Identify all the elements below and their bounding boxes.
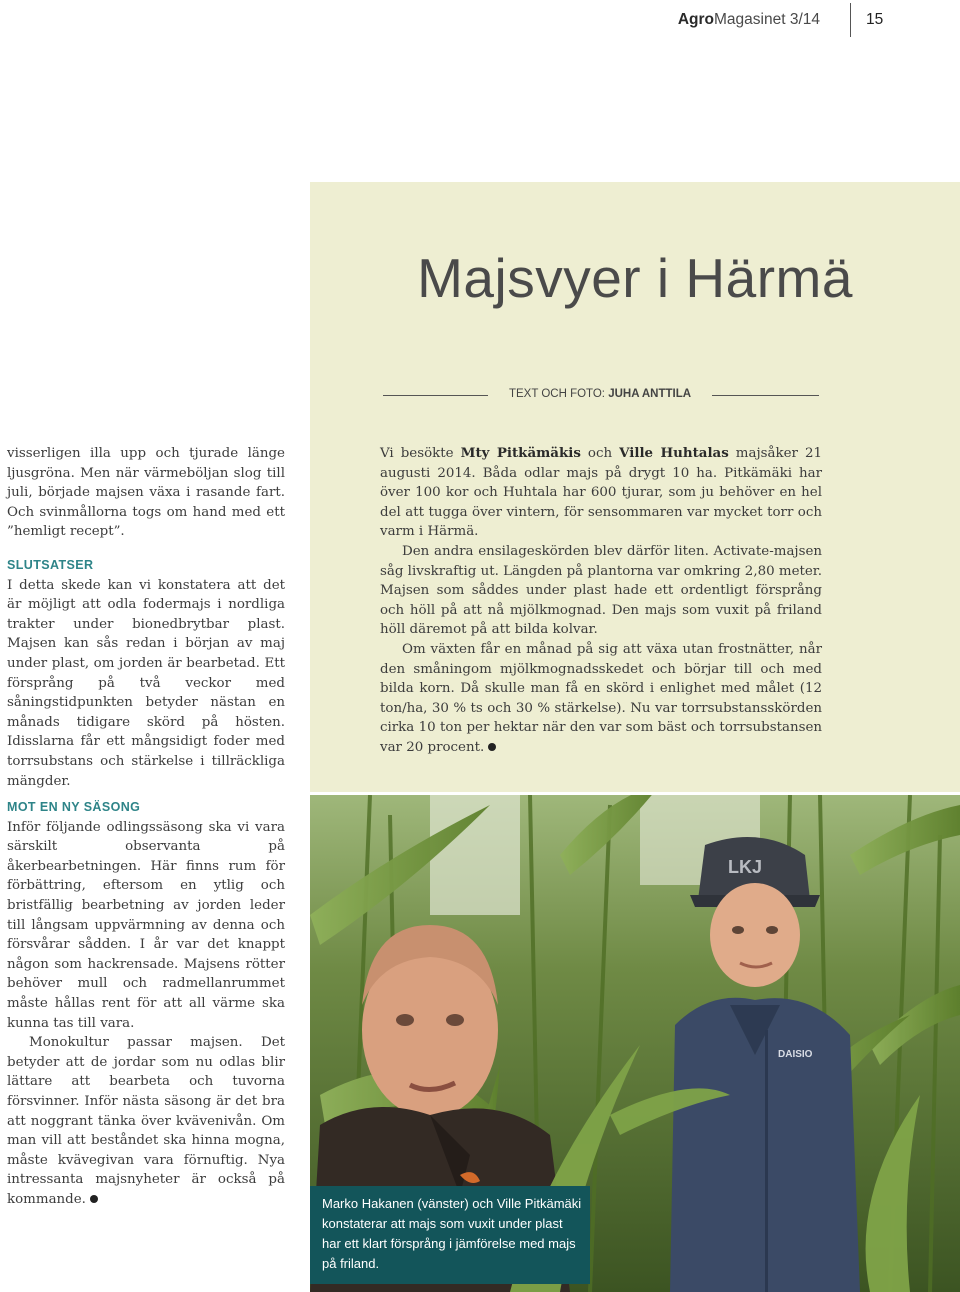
jacket-logo-text: DAISIO [778, 1049, 813, 1060]
end-mark-icon [90, 1195, 98, 1203]
article-title: Majsvyer i Härmä [417, 247, 853, 309]
byline-label: TEXT OCH FOTO: [508, 388, 609, 400]
byline-author: JUHA ANTTILA [608, 388, 692, 400]
lead-name-2: Ville Huhtalas [619, 445, 729, 461]
photo-caption: Marko Hakanen (vänster) och Ville Pitkämäki konstaterar att majs som vuxit under plast har ett klart försprång i jämförelse med majs på friland. [322, 1196, 582, 1271]
magazine-name-bold: Agro [677, 11, 714, 28]
byline-rule-left [383, 395, 488, 396]
paragraph-slutsatser: I detta skede kan vi konstatera att det är möjligt att odla fodermajs i nordliga trakter under bionedbrytbar plast. Majsen kan sås redan i början av maj under plast, om jorden är bearbetad. Ett försprång på två veckor med såningstidpunkten betyder nästan en månads tidigare skörd på hösten. Idisslarna får ett mångsidigt foder med torrsubstans och stärkelse i tillräckliga mängder. [7, 577, 285, 789]
paragraph-frost-text: Om växten får en månad på sig att växa utan frostnätter, når den småningom mjölkmognadsskedet och börjar till och med bilda korn. Då skulle man få en skörd i enlighet med målet (12 ton/ha, 30 % ts och 30 % stärkelse). Nu var torrsubstansskörden cirka 10 ton per hektar när den var som bäst och torrsubstansen var 20 procent. [380, 641, 822, 755]
paragraph-ensilage: Den andra ensilageskörden blev därför liten. Activate-majsen såg livskraftig ut. Längden på plantorna var omkring 2,80 meter. Majsen som såddes under plast hade ett ordentligt försprång och höll på att nå mjölkmognad. Den majs som vuxit på friland höll däremot på att bilda kolvar. [380, 543, 822, 638]
section-heading-slutsatser: SLUTSATSER [7, 557, 94, 572]
paragraph-frost [380, 640, 822, 758]
lead-name-1: Mty Pitkämäkis [460, 445, 581, 461]
column-left-lower [7, 798, 285, 1209]
cap-text: LKJ [728, 857, 763, 877]
lead-mid: och [580, 446, 620, 461]
header-divider [850, 3, 851, 37]
intro-paragraph: visserligen illa upp och tjurade länge ljusgröna. Men när värmeböljan slog till juli, började majsen växa i rasande fart. Och svinmållorna togs om hand med ett ”hemligt recept”. [7, 446, 285, 540]
lead-paragraph [380, 444, 822, 542]
paragraph-ny-sasong: Inför följande odlingssäsong ska vi vara särskilt observanta på åkerbearbetningen. Här finns rum för förbättring, eftersom en ytlig och bristfällig bearbetning av jorden leder till långsam uppvärmning av denna och försvårar sådden. I år var det knappt någon som hackrensade. Majsens rötter behöver mull och radmellanrummet måste hållas rent för att all värme ska kunna tas till vara. [7, 819, 285, 1031]
page-number: 15 [866, 11, 884, 28]
column-right [380, 444, 822, 758]
lead-post: majsåker 21 augusti 2014. Båda odlar majs på drygt 10 ha. Pitkämäki har över 100 kor och Huhtala har 600 tjurar, som ju behöver en hel del att tugga över vintern, för sensommaren var mycket torr och varm i Härmä. [380, 446, 822, 540]
paragraph-monokultur [7, 1033, 285, 1209]
section-heading-ny-sasong: MOT EN NY SÄSONG [7, 800, 141, 814]
end-mark-icon [488, 743, 496, 751]
lead-pre: Vi besökte [380, 446, 461, 461]
column-left-upper [7, 444, 285, 791]
byline-rule-right [712, 395, 819, 396]
magazine-issue: Magasinet 3/14 [714, 11, 820, 28]
paragraph-monokultur-text: Monokultur passar majsen. Det betyder att de jordar som nu odlas blir lättare att bearbeta och tuvorna försvinner. Inför nästa säsong är det bra att noggrant tänka över kvävenivån. Om man vill att beståndet ska hinna mogna, måste kvävegivan vara förnuftig. Nya intressanta majsnyheter är också på kommande. [7, 1035, 285, 1207]
byline [488, 388, 712, 400]
magazine-name [660, 11, 820, 29]
